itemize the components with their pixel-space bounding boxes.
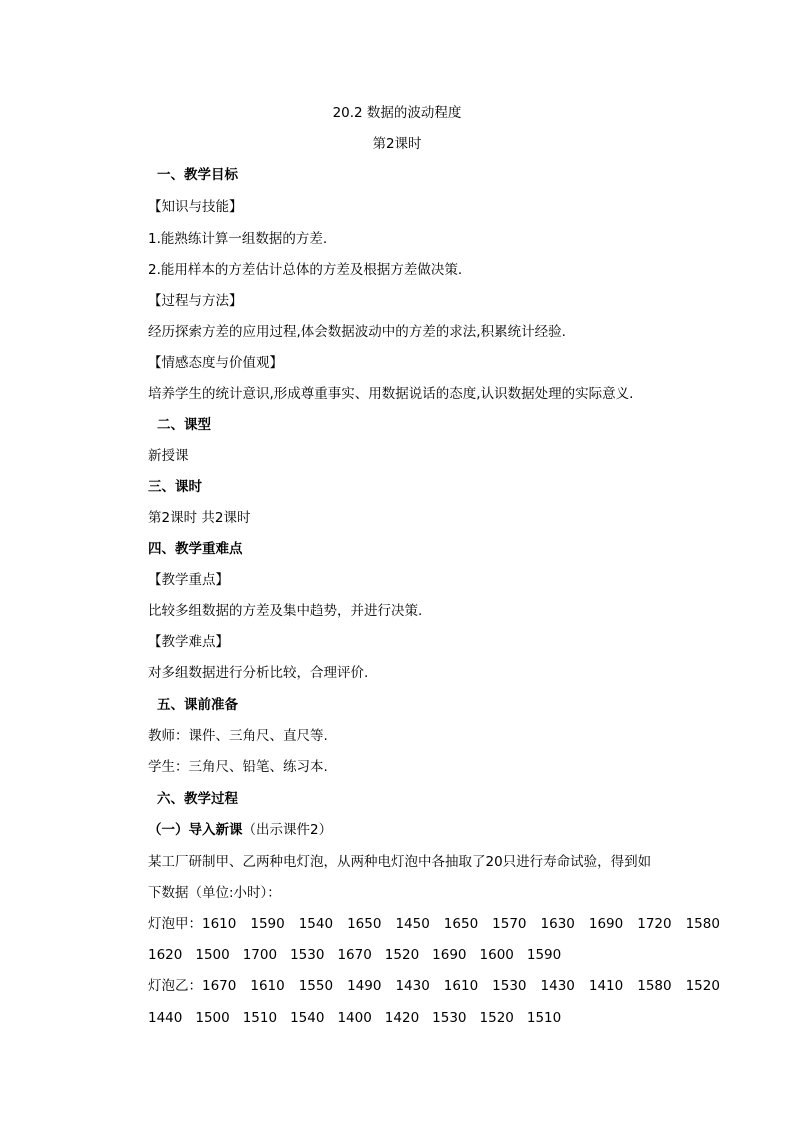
data-value: 1670 — [202, 978, 237, 994]
data-value: 1580 — [685, 916, 720, 932]
data-value: 1590 — [526, 947, 562, 963]
data-value: 1510 — [526, 1010, 562, 1026]
bulb-b-row1-values — [202, 977, 720, 995]
data-value: 1540 — [298, 916, 334, 932]
intro-heading-label: （一）导入新课 — [148, 822, 243, 838]
key-point-text: 比较多组数据的方差及集中趋势，并进行决策. — [148, 603, 423, 619]
data-value: 1600 — [479, 947, 514, 963]
bulb-a-row-1 — [148, 915, 720, 933]
bulb-a-label: 灯泡甲： — [148, 916, 202, 932]
data-value: 1570 — [492, 916, 527, 932]
bulb-b-label: 灯泡乙： — [148, 978, 202, 994]
knowledge-item-2: 2.能用样本的方差估计总体的方差及根据方差做决策. — [148, 262, 463, 278]
section-5-heading: 五、课前准备 — [157, 697, 238, 713]
data-value: 1530 — [290, 947, 325, 963]
bulb-a-row-2 — [148, 946, 561, 964]
bulb-a-row2-values — [148, 946, 561, 964]
student-prep-text: 学生：三角尺、铅笔、练习本. — [148, 759, 328, 775]
course-type-text: 新授课 — [148, 448, 189, 464]
page-subtitle: 第2课时 — [372, 136, 422, 152]
data-value: 1440 — [148, 1010, 183, 1026]
intro-paragraph-line-1: 某工厂研制甲、乙两种电灯泡，从两种电灯泡中各抽取了20只进行寿命试验，得到如 — [148, 854, 652, 870]
knowledge-item-1: 1.能熟练计算一组数据的方差. — [148, 231, 328, 247]
data-value: 1510 — [242, 1010, 278, 1026]
knowledge-label: 【知识与技能】 — [148, 199, 243, 215]
data-value: 1420 — [384, 1010, 420, 1026]
data-value: 1650 — [443, 916, 479, 932]
emotion-label: 【情感态度与价值观】 — [148, 355, 283, 371]
data-value: 1720 — [637, 916, 672, 932]
data-value: 1650 — [347, 916, 382, 932]
data-value: 1500 — [195, 1010, 230, 1026]
data-value: 1690 — [432, 947, 467, 963]
bulb-a-row1-values — [202, 915, 720, 933]
intro-heading-note: （出示课件2） — [242, 822, 333, 838]
key-point-label: 【教学重点】 — [148, 572, 229, 588]
data-value: 1550 — [298, 978, 334, 994]
difficulty-label: 【教学难点】 — [148, 634, 229, 650]
data-value: 1690 — [588, 916, 624, 932]
data-value: 1500 — [195, 947, 230, 963]
data-value: 1610 — [443, 978, 479, 994]
data-value: 1620 — [148, 947, 183, 963]
data-value: 1590 — [250, 916, 285, 932]
section-4-heading: 四、教学重难点 — [148, 541, 243, 557]
bulb-b-row-1 — [148, 977, 720, 995]
intro-paragraph-line-2: 下数据（单位:小时）： — [148, 885, 281, 901]
bulb-b-row2-values — [148, 1009, 561, 1027]
data-value: 1610 — [202, 916, 237, 932]
data-value: 1430 — [395, 978, 430, 994]
data-value: 1670 — [337, 947, 372, 963]
section-1-heading: 一、教学目标 — [157, 167, 238, 183]
data-value: 1490 — [347, 978, 382, 994]
emotion-text: 培养学生的统计意识,形成尊重事实、用数据说话的态度,认识数据处理的实际意义. — [148, 386, 634, 402]
section-3-heading: 三、课时 — [148, 479, 202, 495]
process-text: 经历探索方差的应用过程,体会数据波动中的方差的求法,积累统计经验. — [148, 324, 566, 340]
data-value: 1520 — [479, 1010, 514, 1026]
data-value: 1530 — [492, 978, 527, 994]
difficulty-text: 对多组数据进行分析比较，合理评价. — [148, 665, 369, 681]
data-value: 1610 — [250, 978, 285, 994]
bulb-b-row-2 — [148, 1009, 561, 1027]
data-value: 1520 — [384, 947, 420, 963]
data-value: 1580 — [637, 978, 672, 994]
data-value: 1410 — [588, 978, 624, 994]
teacher-prep-text: 教师：课件、三角尺、直尺等. — [148, 728, 328, 744]
process-label: 【过程与方法】 — [148, 293, 243, 309]
data-value: 1630 — [540, 916, 575, 932]
data-value: 1430 — [540, 978, 575, 994]
section-6-heading: 六、教学过程 — [157, 791, 238, 807]
data-value: 1700 — [242, 947, 278, 963]
lesson-count-text: 第2课时 共2课时 — [148, 510, 251, 526]
page-title: 20.2 数据的波动程度 — [332, 105, 462, 121]
data-value: 1520 — [685, 978, 720, 994]
data-value: 1540 — [290, 1010, 325, 1026]
intro-heading — [148, 821, 332, 839]
section-2-heading: 二、课型 — [157, 417, 211, 433]
data-value: 1450 — [395, 916, 430, 932]
data-value: 1530 — [432, 1010, 467, 1026]
data-value: 1400 — [337, 1010, 372, 1026]
